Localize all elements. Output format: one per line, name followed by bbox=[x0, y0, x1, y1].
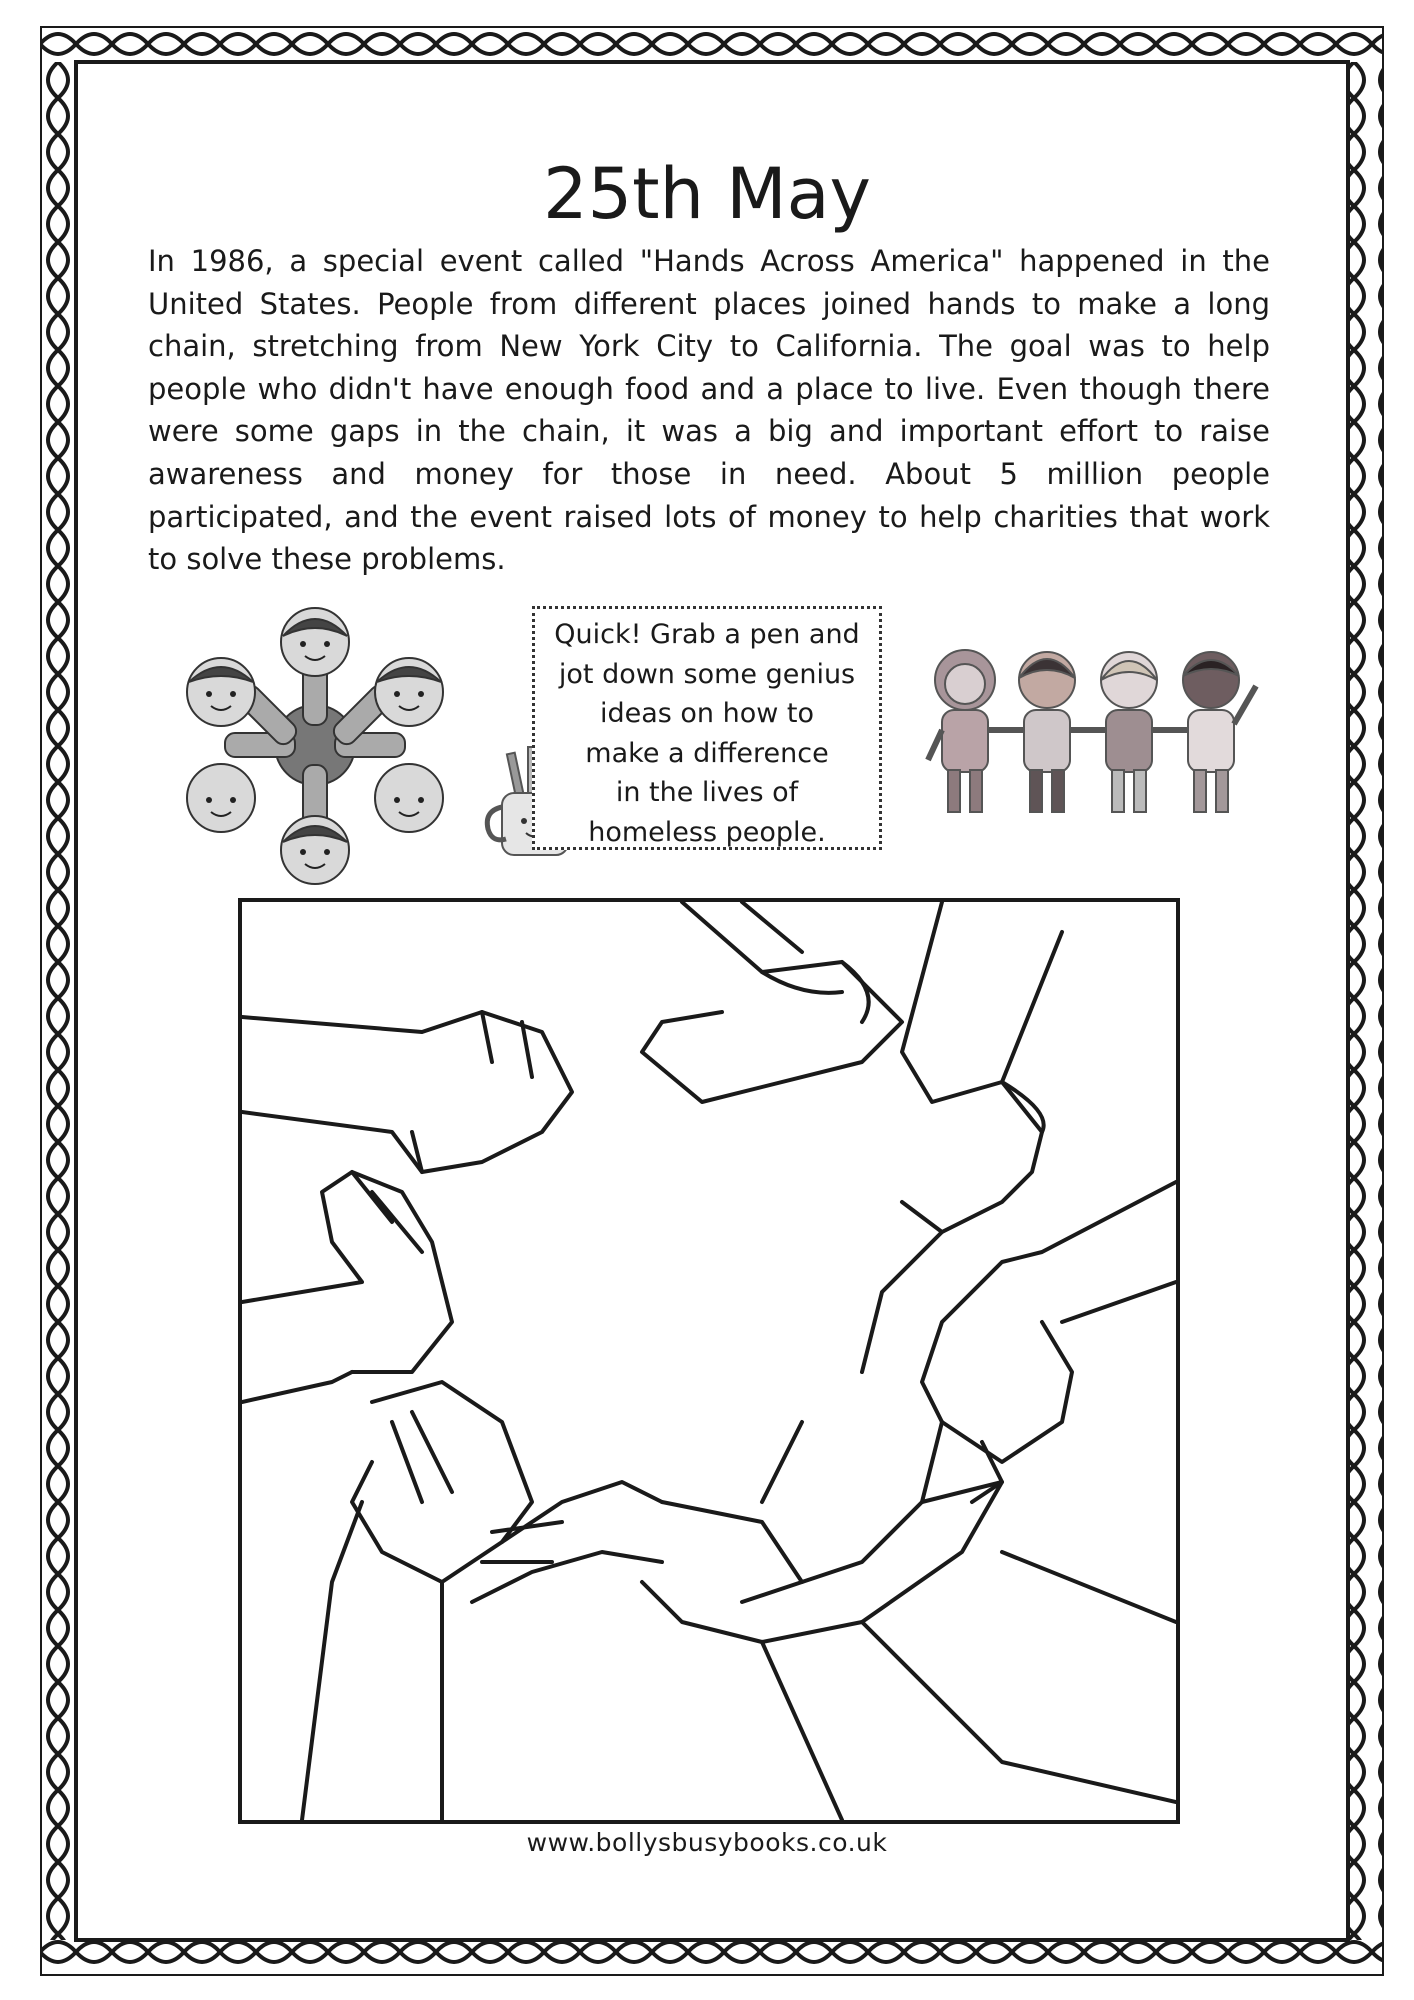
prompt-line: ideas on how to bbox=[599, 698, 815, 729]
prompt-line: Quick! Grab a pen and bbox=[554, 619, 860, 650]
prompt-box bbox=[532, 606, 882, 850]
prompt-line: jot down some genius bbox=[558, 658, 856, 690]
children-holding-hands-circle-icon bbox=[175, 600, 455, 890]
prompt-line: homeless people. bbox=[588, 816, 826, 848]
prompt-line: in the lives of bbox=[615, 777, 799, 808]
page-title: 25th May bbox=[543, 153, 871, 235]
hands-linked-coloring-picture bbox=[242, 902, 1176, 1820]
four-children-holding-hands-icon bbox=[920, 640, 1270, 820]
prompt-line: make a difference bbox=[585, 737, 829, 769]
prompt-text bbox=[535, 615, 879, 852]
intro-paragraph: In 1986, a special event called "Hands Across America" happened in the United States. People from different places joined hands to make a long chain, stretching from New York City to California. The goal was to help people who didn't have enough food and a place to live. Even though there were some gaps in the chain, it was a big and important effort to raise awareness and money for those in need. About 5 million people participated, and the event raised lots of money to help charities that work to solve these problems. bbox=[148, 244, 1270, 577]
coloring-panel bbox=[238, 898, 1180, 1824]
footer-website-link[interactable]: www.bollysbusybooks.co.uk bbox=[526, 1828, 888, 1857]
